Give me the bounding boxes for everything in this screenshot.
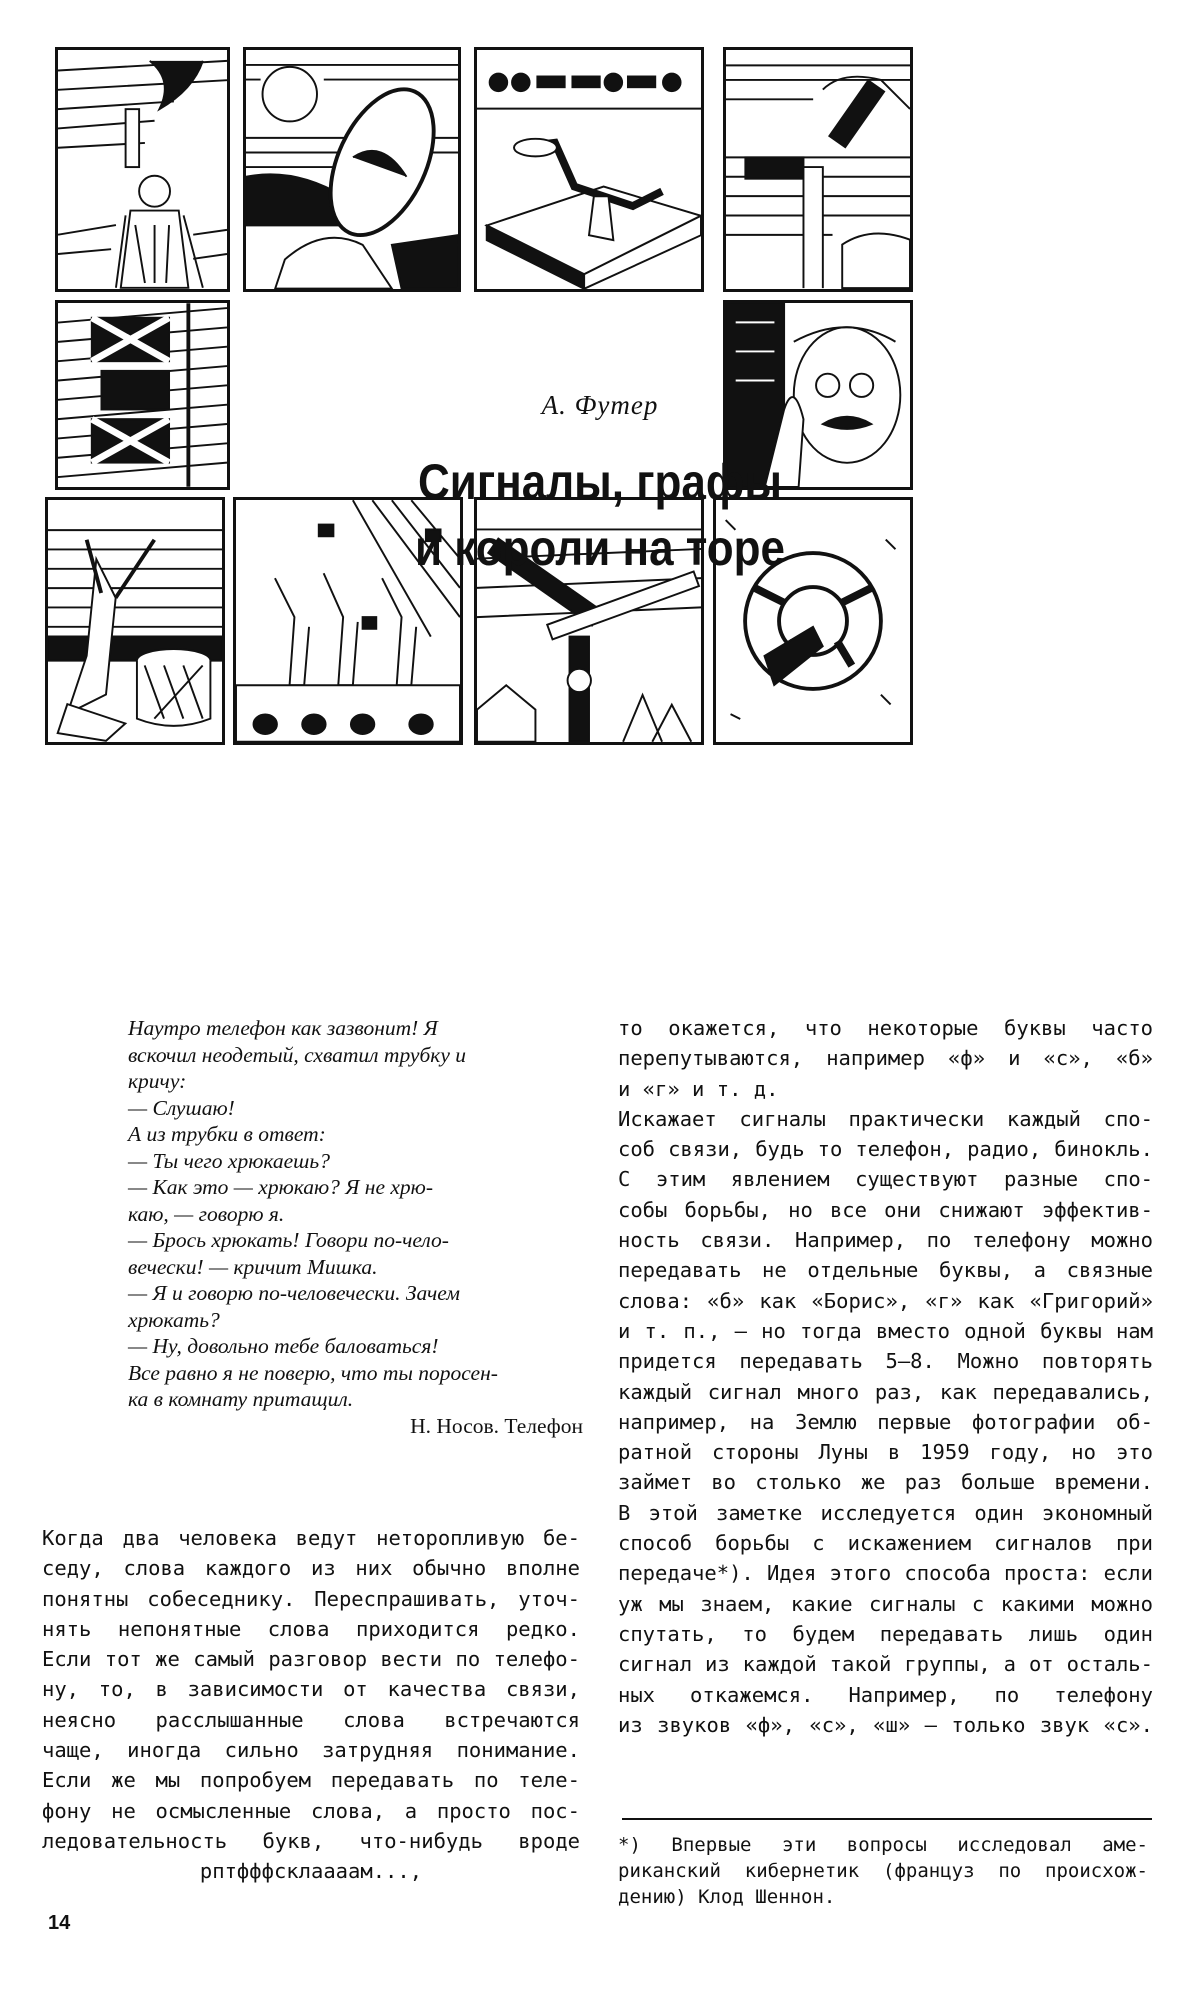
epigraph-line: вскочил неодетый, схватил трубку и <box>128 1042 466 1067</box>
body-line: передавать не отдельные буквы, а связные <box>618 1258 1153 1283</box>
epigraph-line: — Как это — хрюкаю? Я не хрю- <box>128 1175 433 1199</box>
epigraph-line: ка в комнату притащил. <box>128 1387 354 1411</box>
epigraph-line: — Ну, довольно тебе баловаться! <box>128 1334 439 1358</box>
body-line: седу, слова каждого из них обычно вполне <box>42 1556 580 1581</box>
footnote <box>618 1832 1148 1910</box>
body-line: ных откажемся. Например, по телефону <box>618 1682 1153 1707</box>
epigraph-line: — Ты чего хрюкаешь? <box>128 1148 330 1173</box>
body-line: и «г» и т. д. <box>618 1076 779 1101</box>
epigraph-signature: Н. Носов. Телефон <box>410 1413 583 1438</box>
illustration-mirror-sun <box>243 47 461 292</box>
illustration-drummer <box>45 497 225 745</box>
body-line: например, на Землю первые фотографии об- <box>618 1409 1153 1434</box>
right-column <box>618 1013 1153 1740</box>
epigraph-line: вечески! — кричит Мишка. <box>128 1254 378 1279</box>
flags-drawing <box>58 303 227 487</box>
body-line: Искажает сигналы практически каждый спо- <box>618 1106 1153 1131</box>
semaphore-post-drawing <box>726 50 910 289</box>
body-line: уж мы знаем, какие сигналы с какими можно <box>618 1591 1153 1616</box>
illustration-torch-statue <box>55 47 230 292</box>
body-line: Когда два человека ведут неторопливую бе- <box>42 1526 580 1550</box>
epigraph-line: — Брось хрюкать! Говори по-чело- <box>128 1228 449 1252</box>
body-line: собы борьбы, но все они снижают эффектив- <box>618 1197 1153 1222</box>
mirror-sun-drawing <box>246 50 458 289</box>
epigraph-line: — Слушаю! <box>128 1095 235 1120</box>
body-line: Если же мы попробуем передавать по теле- <box>42 1768 580 1793</box>
body-line: придется передавать 5—8. Можно повторять <box>618 1349 1153 1374</box>
torch-statue-drawing <box>58 50 227 289</box>
footnote-divider <box>622 1818 1152 1820</box>
body-line: слова: «б» как «Борис», «г» как «Григорий» <box>618 1288 1153 1313</box>
title-line-1: Сигналы, графы <box>418 454 782 510</box>
epigraph-line: кричу: <box>128 1069 187 1093</box>
author: А. Футер <box>541 390 659 420</box>
drummer-drawing <box>48 500 222 742</box>
body-line: чаще, иногда сильно затрудняя понимание. <box>42 1738 580 1763</box>
body-line: В этой заметке исследуется один экономный <box>618 1500 1153 1525</box>
body-line: неясно расслышанные слова встречаются <box>42 1707 580 1732</box>
body-line: С этим явлением существуют разные спо- <box>618 1167 1153 1192</box>
title-block <box>325 390 875 581</box>
left-column <box>42 1523 580 1887</box>
illustration-flags <box>55 300 230 490</box>
body-line: способ борьбы с искажением сигналов при <box>618 1531 1153 1556</box>
illustration-semaphore-post <box>723 47 913 292</box>
body-line: фону не осмысленные слова, а просто пос- <box>42 1798 580 1823</box>
body-line: каждый сигнал много раз, как передавались, <box>618 1379 1153 1404</box>
body-line: перепутываются, например «ф» и «с», «б» <box>618 1046 1153 1071</box>
body-line: сигнал из каждой такой группы, а от осталь- <box>618 1652 1153 1677</box>
title-line-2: и короли на торе <box>415 520 785 576</box>
body-line: спутать, то будем передавать лишь один <box>618 1621 1153 1646</box>
epigraph-line: каю, — говорю я. <box>128 1201 285 1226</box>
body-line: и т. п., — но тогда вместо одной буквы нам <box>618 1318 1153 1343</box>
body-line: то окажется, что некоторые буквы часто <box>618 1016 1153 1040</box>
body-line: ледовательность букв, что-нибудь вроде <box>42 1828 580 1853</box>
body-line: ность связи. Например, по телефону можно <box>618 1228 1153 1253</box>
epigraph-line: Все равно я не поверю, что ты поросен- <box>128 1360 498 1385</box>
epigraph-line: — Я и говорю по-человечески. Зачем <box>128 1281 460 1305</box>
body-line: нять непонятные слова приходится редко. <box>42 1616 580 1641</box>
illustration-telegraph-key <box>474 47 704 292</box>
telegraph-key-drawing <box>477 50 701 289</box>
title <box>358 449 842 581</box>
page-number: 14 <box>48 1912 71 1934</box>
epigraph-line: хрюкать? <box>128 1307 220 1332</box>
body-line: ратной стороны Луны в 1959 году, но это <box>618 1440 1153 1465</box>
body-line: соб связи, будь то телефон, радио, бинокль. <box>618 1137 1153 1162</box>
body-line: займет во столько же раз больше времени. <box>618 1470 1153 1495</box>
body-line: из звуков «ф», «с», «ш» — только звук «с». <box>618 1712 1153 1737</box>
body-line: понятны собеседнику. Переспрашивать, уточ- <box>42 1586 580 1611</box>
body-line: ну, то, в зависимости от качества связи, <box>42 1677 580 1702</box>
epigraph <box>128 1015 583 1439</box>
epigraph-line: А из трубки в ответ: <box>128 1122 326 1146</box>
footnote-line: дению) Клод Шеннон. <box>618 1886 836 1908</box>
footnote-line: *) Впервые эти вопросы исследовал аме- <box>618 1834 1148 1856</box>
footnote-line: риканский кибернетик (француз по происхож- <box>618 1860 1148 1882</box>
epigraph-line: Наутро телефон как зазвонит! Я <box>128 1016 438 1040</box>
body-line: передаче*). Идея этого способа проста: если <box>618 1561 1153 1586</box>
body-line-letter-sequence: рптфффсклаааам..., <box>199 1859 423 1884</box>
body-line: Если тот же самый разговор вести по телефо- <box>42 1647 580 1672</box>
